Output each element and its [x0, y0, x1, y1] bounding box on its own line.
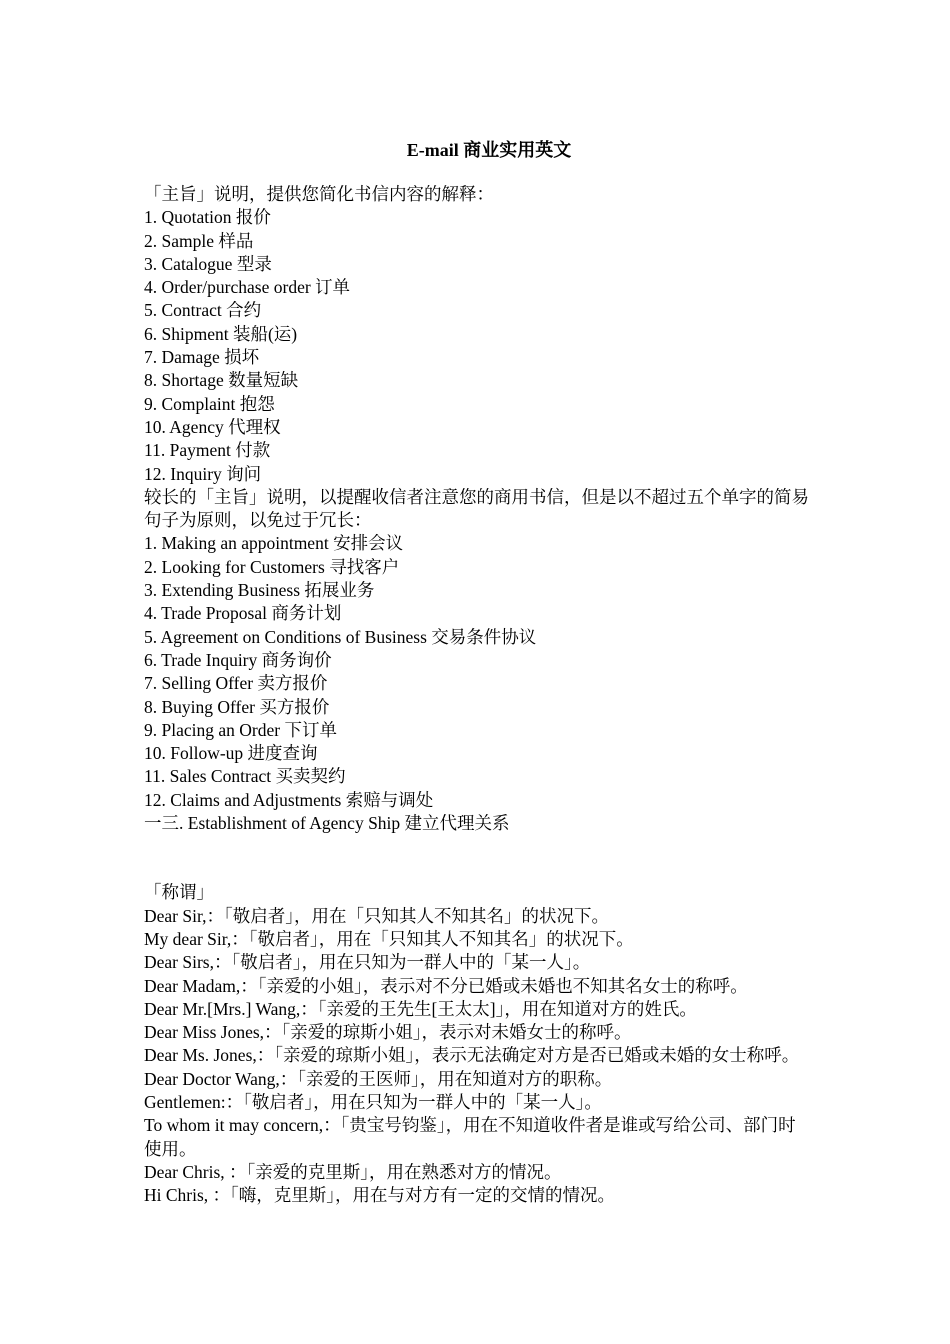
list-item: 1. Making an appointment 安排会议: [144, 533, 404, 554]
subject-short-list: [144, 206, 834, 486]
subject-intro: 「主旨」说明，提供您简化书信内容的解释：: [144, 184, 494, 204]
list-item: 3. Catalogue 型录: [144, 253, 272, 274]
list-item: Dear Doctor Wang,：「亲爱的王医师」，用在知道对方的职称。: [144, 1068, 613, 1089]
list-item: 2. Looking for Customers 寻找客户: [144, 556, 400, 577]
list-item: Dear Chris, ：「亲爱的克里斯」，用在熟悉对方的情况。: [144, 1161, 562, 1182]
list-item: 9. Placing an Order 下订单: [144, 719, 337, 740]
list-item: 6. Shipment 装船(运): [144, 323, 298, 344]
list-item: 12. Inquiry 询问: [144, 463, 262, 484]
list-item: To whom it may concern,：「贵宝号钧鉴」，用在不知道收件者是谁或写给公司、部门时使用。: [144, 1115, 796, 1159]
list-item: 6. Trade Inquiry 商务询价: [144, 649, 332, 670]
list-item: Hi Chris, ：「嗨，克里斯」，用在与对方有一定的交情的情况。: [144, 1185, 616, 1206]
list-item: Gentlemen:：「敬启者」，用在只知为一群人中的「某一人」。: [144, 1091, 602, 1112]
list-item: Dear Mr.[Mrs.] Wang,：「亲爱的王先生[王太太]」，用在知道对方的姓氏。: [144, 998, 697, 1019]
document-page: [144, 138, 834, 1207]
list-item: 7. Selling Offer 卖方报价: [144, 673, 328, 694]
list-item: 10. Agency 代理权: [144, 416, 281, 437]
document-title: E-mail 商业实用英文: [406, 140, 572, 160]
list-item: 8. Buying Offer 买方报价: [144, 696, 330, 717]
list-item: 一三. Establishment of Agency Ship 建立代理关系: [144, 813, 510, 834]
list-item: 1. Quotation 报价: [144, 207, 271, 228]
list-item: Dear Madam,：「亲爱的小姐」，表示对不分已婚或未婚也不知其名女士的称呼。: [144, 975, 748, 996]
section-spacer: [144, 835, 834, 881]
list-item: 10. Follow-up 进度查询: [144, 743, 318, 764]
list-item: 5. Agreement on Conditions of Business 交易条件协议: [144, 626, 537, 647]
list-item: 4. Order/purchase order 订单: [144, 277, 351, 298]
list-item: 2. Sample 样品: [144, 230, 254, 251]
list-item: 11. Payment 付款: [144, 440, 271, 461]
list-item: 4. Trade Proposal 商务计划: [144, 603, 342, 624]
list-item: 11. Sales Contract 买卖契约: [144, 766, 346, 787]
subject-long-list: [144, 532, 834, 835]
list-item: Dear Sirs,：「敬启者」，用在只知为一群人中的「某一人」。: [144, 952, 591, 973]
list-item: Dear Ms. Jones,：「亲爱的琼斯小姐」，表示无法确定对方是否已婚或未婚的女士称呼。: [144, 1045, 800, 1066]
list-item: My dear Sir,：「敬启者」，用在「只知其人不知其名」的状况下。: [144, 928, 634, 949]
list-item: 3. Extending Business 拓展业务: [144, 580, 375, 601]
subject-long-intro: 较长的「主旨」说明，以提醒收信者注意您的商用书信，但是以不超过五个单字的简易句子为原则，以免过于冗长：: [144, 486, 809, 531]
list-item: 7. Damage 损坏: [144, 347, 260, 368]
salutation-list: [144, 905, 834, 1208]
salutation-heading: 「称谓」: [144, 882, 214, 903]
list-item: 9. Complaint 抱怨: [144, 393, 275, 414]
list-item: Dear Sir,：「敬启者」，用在「只知其人不知其名」的状况下。: [144, 905, 609, 926]
list-item: 8. Shortage 数量短缺: [144, 370, 299, 391]
list-item: 5. Contract 合约: [144, 300, 262, 321]
list-item: 12. Claims and Adjustments 索赔与调处: [144, 789, 434, 810]
list-item: Dear Miss Jones,：「亲爱的琼斯小姐」，表示对未婚女士的称呼。: [144, 1022, 632, 1043]
